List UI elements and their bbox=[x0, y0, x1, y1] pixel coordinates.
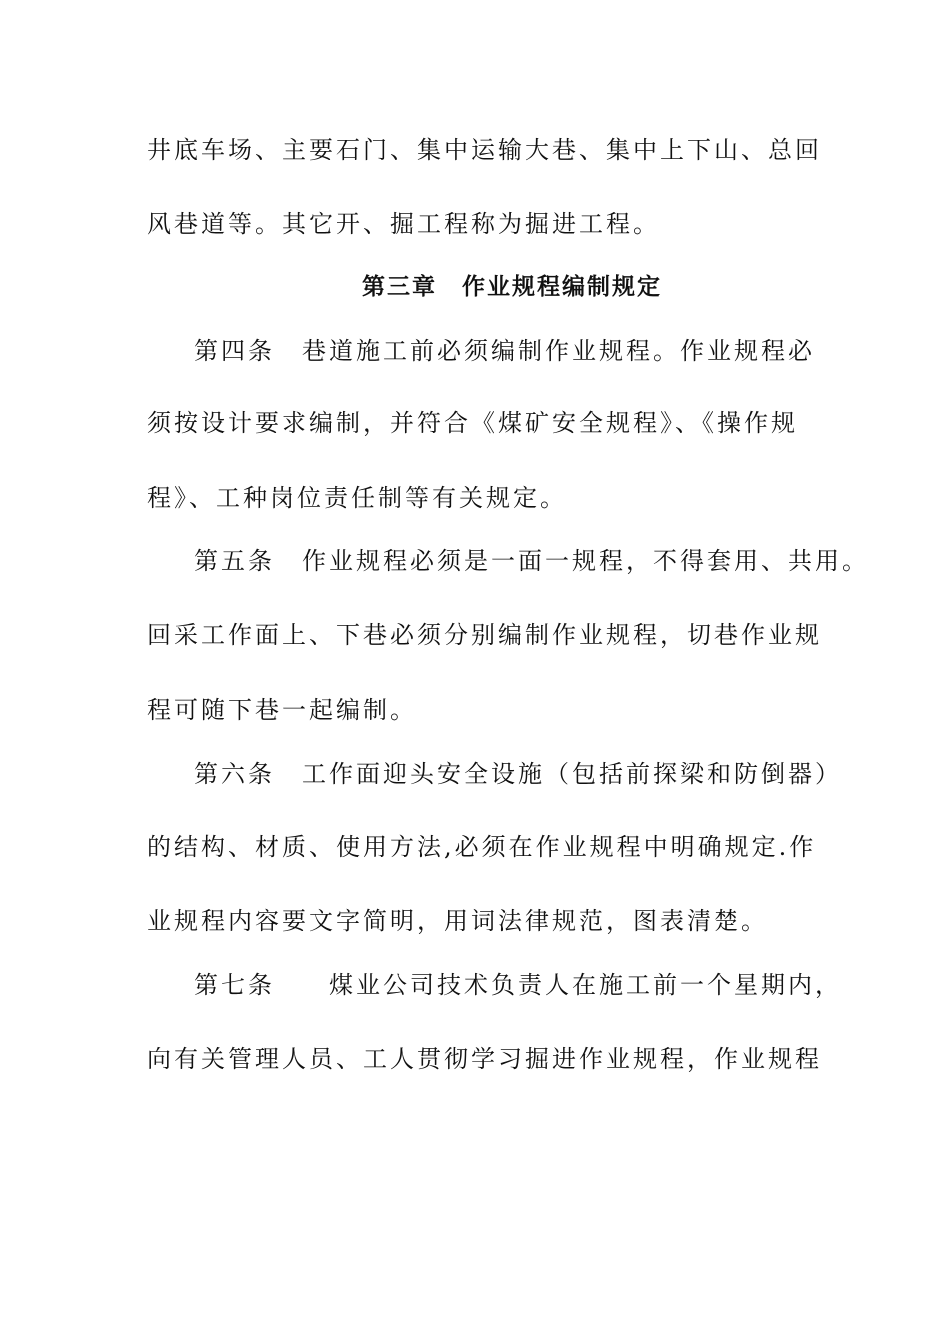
text-line-1: 井底车场、主要石门、集中运输大巷、集中上下山、总回 bbox=[147, 136, 822, 164]
article-6-line-2: 的结构、材质、使用方法,必须在作业规程中明确规定.作 bbox=[147, 833, 817, 861]
article-5-line-1: 第五条 作业规程必须是一面一规程，不得套用、共用。 bbox=[194, 547, 869, 575]
text-line-2: 风巷道等。其它开、掘工程称为掘进工程。 bbox=[147, 210, 660, 238]
chapter-heading: 第三章 作业规程编制规定 bbox=[362, 274, 662, 300]
article-4-line-3: 程》、工种岗位责任制等有关规定。 bbox=[147, 484, 567, 512]
article-7-line-2: 向有关管理人员、工人贯彻学习掘进作业规程，作业规程 bbox=[147, 1045, 822, 1073]
article-4-line-1: 第四条 巷道施工前必须编制作业规程。作业规程必 bbox=[194, 337, 815, 365]
article-5-line-3: 程可随下巷一起编制。 bbox=[147, 696, 417, 724]
article-4-line-2: 须按设计要求编制，并符合《煤矿安全规程》、《操作规 bbox=[147, 409, 798, 437]
article-5-line-2: 回采工作面上、下巷必须分别编制作业规程，切巷作业规 bbox=[147, 621, 822, 649]
article-6-line-3: 业规程内容要文字简明，用词法律规范，图表清楚。 bbox=[147, 907, 768, 935]
article-6-line-1: 第六条 工作面迎头安全设施（包括前探梁和防倒器） bbox=[194, 760, 842, 788]
article-7-line-1: 第七条 煤业公司技术负责人在施工前一个星期内， bbox=[194, 971, 842, 999]
